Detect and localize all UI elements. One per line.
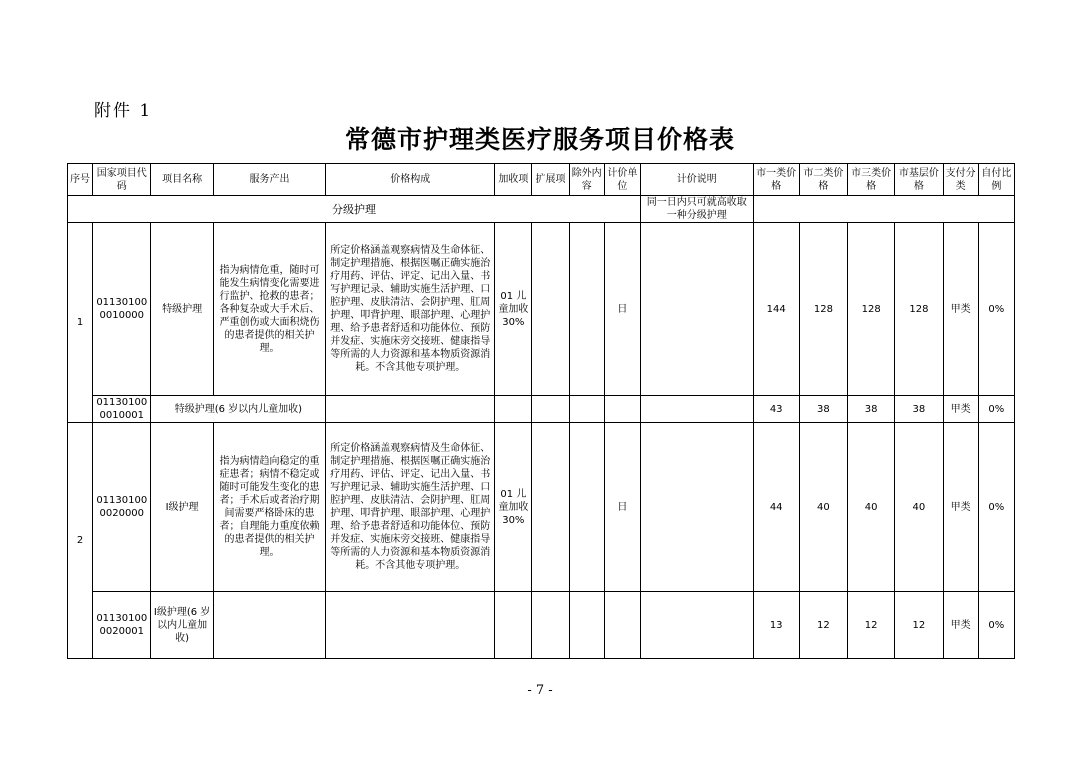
row-note	[640, 223, 753, 396]
row-price-tier3: 38	[848, 396, 895, 423]
header-price-tier1: 市一类价格	[753, 164, 799, 196]
row-composition: 所定价格涵盖观察病情及生命体征、制定护理措施、根据医嘱正确实施治疗用药、评估、评定、记出入量、书写护理记录、辅助实施生活护理、口腔护理、皮肤清洁、会阴护理、肛周护理、叩背护理、眼部护理、心理护理、给予患者舒适和功能体位、预防并发症、实施床旁交接班、健康指导等所需的人力资源和基本物质资源消耗。不含其他专项护理。	[326, 423, 495, 592]
row-pay-class: 甲类	[943, 396, 978, 423]
row-price-tier1: 43	[753, 396, 799, 423]
row-extension	[532, 592, 569, 659]
row-surcharge	[495, 396, 532, 423]
row-code: 01130100 0020000	[93, 423, 151, 592]
table-row	[68, 223, 1015, 396]
row-pay-class: 甲类	[943, 223, 978, 396]
attachment-label: 附件 1	[94, 101, 153, 121]
row-extension	[532, 396, 569, 423]
row-price-grassroots: 40	[895, 423, 943, 592]
price-table	[67, 163, 1015, 659]
row-seq: 1	[68, 223, 93, 423]
table-row	[68, 396, 1015, 423]
header-name: 项目名称	[151, 164, 213, 196]
table-row	[68, 423, 1015, 592]
row-price-tier3: 12	[848, 592, 895, 659]
row-unit	[604, 396, 640, 423]
row-code: 01130100 0010001	[93, 396, 151, 423]
row-exclusion	[569, 396, 604, 423]
row-price-tier2: 38	[799, 396, 847, 423]
row-price-tier3: 128	[848, 223, 895, 396]
header-note: 计价说明	[640, 164, 753, 196]
header-exclusion: 除外内容	[569, 164, 604, 196]
row-price-grassroots: 12	[895, 592, 943, 659]
header-pay-class: 支付分类	[943, 164, 978, 196]
header-composition: 价格构成	[326, 164, 495, 196]
table-row	[68, 592, 1015, 659]
row-composition	[326, 396, 495, 423]
row-self-ratio: 0%	[978, 223, 1014, 396]
row-name: Ⅰ级护理(6 岁以内儿童加收)	[151, 592, 213, 659]
row-output	[213, 592, 326, 659]
row-composition: 所定价格涵盖观察病情及生命体征、制定护理措施、根据医嘱正确实施治疗用药、评估、评定、记出入量、书写护理记录、辅助实施生活护理、口腔护理、皮肤清洁、会阴护理、肛周护理、叩背护理、眼部护理、心理护理、给予患者舒适和功能体位、预防并发症、实施床旁交接班、健康指导等所需的人力资源和基本物质资源消耗。不含其他专项护理。	[326, 223, 495, 396]
row-price-tier1: 144	[753, 223, 799, 396]
row-price-tier2: 128	[799, 223, 847, 396]
row-name: Ⅰ级护理	[151, 423, 213, 592]
row-surcharge: 01 儿童加收 30%	[495, 223, 532, 396]
header-price-tier2: 市二类价格	[799, 164, 847, 196]
category-row	[68, 196, 1015, 223]
row-price-tier1: 13	[753, 592, 799, 659]
page-title: 常德市护理类医疗服务项目价格表	[344, 125, 735, 154]
row-extension	[532, 423, 569, 592]
row-output: 指为病情危重，随时可能发生病情变化需要进行监护、抢救的患者；各种复杂或大手术后、严重创伤或大面积烧伤的患者提供的相关护理。	[213, 223, 326, 396]
header-seq: 序号	[68, 164, 93, 196]
header-unit: 计价单位	[604, 164, 640, 196]
header-self-ratio: 自付比例	[978, 164, 1014, 196]
row-unit	[604, 592, 640, 659]
row-price-tier3: 40	[848, 423, 895, 592]
row-note	[640, 592, 753, 659]
header-surcharge: 加收项	[495, 164, 532, 196]
row-exclusion	[569, 592, 604, 659]
row-price-grassroots: 128	[895, 223, 943, 396]
category-note: 同一日内只可就高收取一种分级护理	[640, 196, 753, 223]
row-composition	[326, 592, 495, 659]
row-exclusion	[569, 423, 604, 592]
row-unit: 日	[604, 223, 640, 396]
row-unit: 日	[604, 423, 640, 592]
row-price-tier2: 40	[799, 423, 847, 592]
row-extension	[532, 223, 569, 396]
header-code: 国家项目代码	[93, 164, 151, 196]
row-name: 特级护理(6 岁以内儿童加收)	[151, 396, 326, 423]
row-note	[640, 396, 753, 423]
row-code: 01130100 0010000	[93, 223, 151, 396]
row-price-tier2: 12	[799, 592, 847, 659]
row-note	[640, 423, 753, 592]
row-price-tier1: 44	[753, 423, 799, 592]
header-extension: 扩展项	[532, 164, 569, 196]
row-surcharge: 01 儿童加收 30%	[495, 423, 532, 592]
row-seq: 2	[68, 423, 93, 659]
header-output: 服务产出	[213, 164, 326, 196]
page-number: - 7 -	[527, 683, 553, 698]
row-pay-class: 甲类	[943, 592, 978, 659]
row-name: 特级护理	[151, 223, 213, 396]
header-price-grassroots: 市基层价格	[895, 164, 943, 196]
row-output: 指为病情趋向稳定的重症患者；病情不稳定或随时可能发生变化的患者；手术后或者治疗期间需要严格卧床的患者；自理能力重度依赖的患者提供的相关护理。	[213, 423, 326, 592]
row-surcharge	[495, 592, 532, 659]
row-code: 01130100 0020001	[93, 592, 151, 659]
row-self-ratio: 0%	[978, 396, 1014, 423]
row-self-ratio: 0%	[978, 423, 1014, 592]
category-label: 分级护理	[68, 196, 641, 223]
row-exclusion	[569, 223, 604, 396]
row-pay-class: 甲类	[943, 423, 978, 592]
row-price-grassroots: 38	[895, 396, 943, 423]
table-header-row	[68, 164, 1015, 196]
header-price-tier3: 市三类价格	[848, 164, 895, 196]
row-self-ratio: 0%	[978, 592, 1014, 659]
category-empty-cell	[753, 196, 1014, 223]
